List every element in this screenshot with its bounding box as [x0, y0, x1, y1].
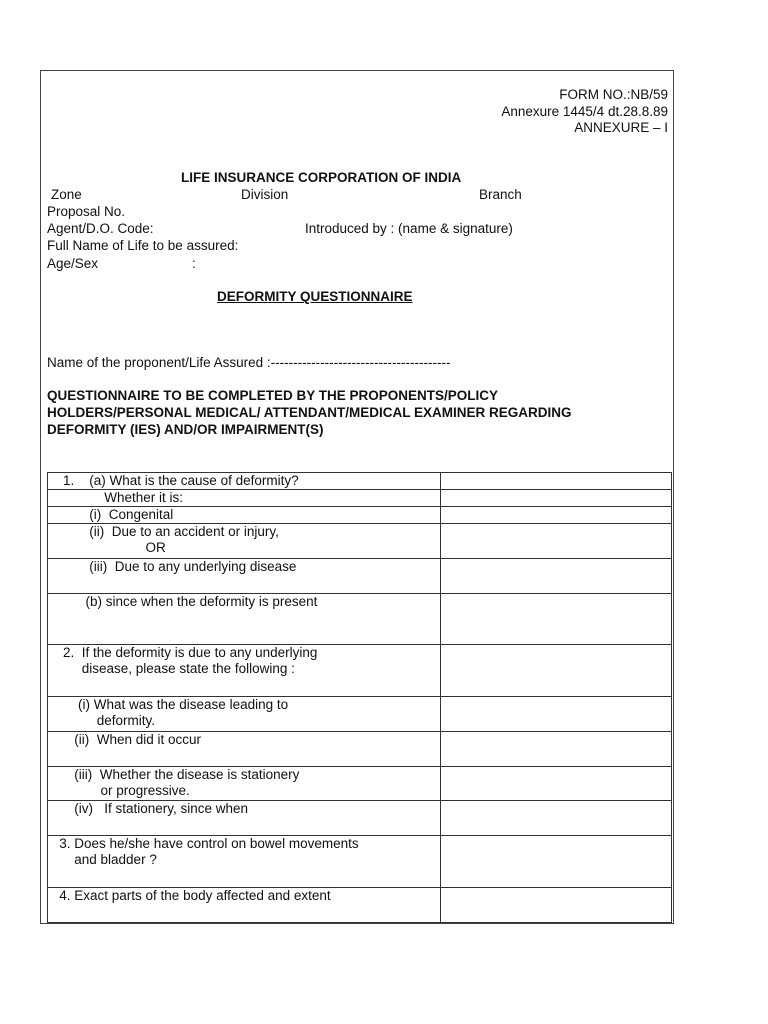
instruction-line-1: QUESTIONNAIRE TO BE COMPLETED BY THE PROPONENTS/POLICY	[47, 388, 499, 403]
instruction-line-3: DEFORMITY (IES) AND/OR IMPAIRMENT(S)	[47, 422, 324, 437]
table-row	[48, 507, 672, 524]
table-row	[48, 473, 672, 490]
answer-cell[interactable]	[441, 473, 672, 490]
answer-cell[interactable]	[441, 732, 672, 767]
question-cell: (ii) When did it occur	[48, 732, 441, 767]
question-cell: 1. (a) What is the cause of deformity?	[48, 473, 441, 490]
zone-label: Zone	[51, 187, 82, 202]
question-cell: (i) Congenital	[48, 507, 441, 524]
answer-cell[interactable]	[441, 836, 672, 888]
answer-cell[interactable]	[441, 559, 672, 594]
answer-cell[interactable]	[441, 801, 672, 836]
table-row	[48, 801, 672, 836]
question-cell: (iii) Whether the disease is stationery or progressive.	[48, 767, 441, 801]
question-cell: 2. If the deformity is due to any underlying disease, please state the following :	[48, 645, 441, 697]
table-row	[48, 767, 672, 801]
table-row	[48, 559, 672, 594]
answer-cell[interactable]	[441, 507, 672, 524]
question-cell: (b) since when the deformity is present	[48, 594, 441, 645]
answer-cell[interactable]	[441, 645, 672, 697]
agent-code-label: Agent/D.O. Code:	[47, 221, 154, 236]
table-row	[48, 524, 672, 559]
annexure-reference: Annexure 1445/4 dt.28.8.89	[501, 104, 668, 119]
answer-cell[interactable]	[441, 490, 672, 507]
proponent-name-line: Name of the proponent/Life Assured :----------------------------------------	[47, 355, 451, 370]
branch-label: Branch	[479, 187, 522, 202]
age-sex-colon: :	[192, 256, 196, 271]
questionnaire-table	[47, 472, 672, 923]
age-sex-label: Age/Sex	[47, 256, 99, 271]
table-row	[48, 594, 672, 645]
question-cell: (ii) Due to an accident or injury, OR	[48, 524, 441, 559]
answer-cell[interactable]	[441, 767, 672, 801]
table-row	[48, 732, 672, 767]
answer-cell[interactable]	[441, 697, 672, 732]
full-name-label: Full Name of Life to be assured:	[47, 238, 239, 253]
answer-cell[interactable]	[441, 524, 672, 559]
division-label: Division	[241, 187, 289, 202]
answer-cell[interactable]	[441, 888, 672, 923]
form-title: DEFORMITY QUESTIONNAIRE	[217, 289, 413, 304]
question-cell: (i) What was the disease leading to deformity.	[48, 697, 441, 732]
table-row	[48, 490, 672, 507]
question-cell: 3. Does he/she have control on bowel movements and bladder ?	[48, 836, 441, 888]
annexure-label: ANNEXURE – I	[574, 120, 668, 135]
question-cell: Whether it is:	[48, 490, 441, 507]
question-cell: (iv) If stationery, since when	[48, 801, 441, 836]
table-row	[48, 888, 672, 923]
instruction-line-2: HOLDERS/PERSONAL MEDICAL/ ATTENDANT/MEDICAL EXAMINER REGARDING	[47, 405, 572, 420]
introduced-by-label: Introduced by : (name & signature)	[305, 221, 513, 236]
table-row	[48, 645, 672, 697]
answer-cell[interactable]	[441, 594, 672, 645]
proposal-no-label: Proposal No.	[47, 204, 126, 219]
table-row	[48, 836, 672, 888]
form-number: FORM NO.:NB/59	[559, 87, 668, 102]
question-cell: (iii) Due to any underlying disease	[48, 559, 441, 594]
question-cell: 4. Exact parts of the body affected and extent	[48, 888, 441, 923]
table-row	[48, 697, 672, 732]
organization-title: LIFE INSURANCE CORPORATION OF INDIA	[181, 170, 462, 185]
